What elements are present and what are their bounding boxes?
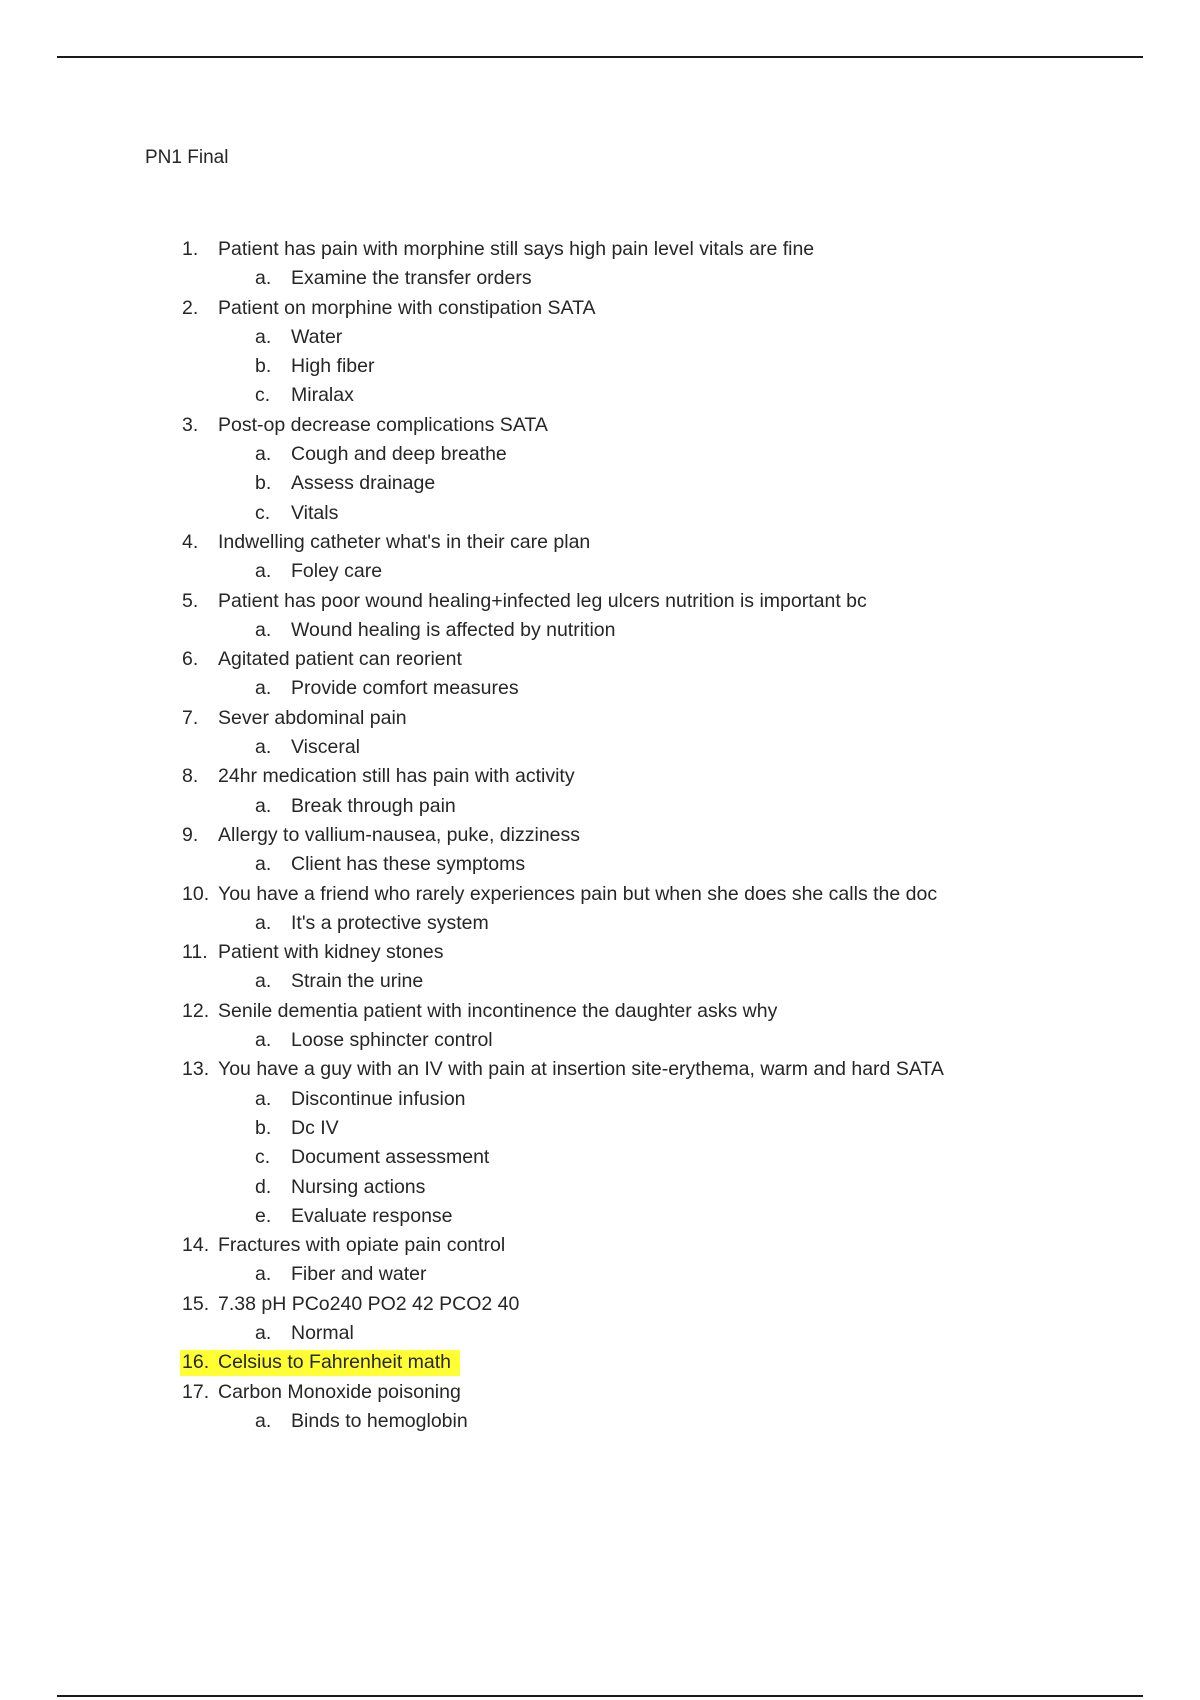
question-item	[0, 704, 1200, 763]
answer-letter: a.	[255, 1409, 272, 1432]
answer-text: Miralax	[291, 384, 354, 407]
answer-text: Binds to hemoglobin	[291, 1409, 468, 1432]
question-line	[0, 528, 1200, 557]
answer-text: Cough and deep breathe	[291, 443, 507, 466]
question-number: 12.	[182, 999, 210, 1022]
question-number: 2.	[182, 296, 199, 319]
answer-text: Wound healing is affected by nutrition	[291, 618, 616, 641]
answer-text: Document assessment	[291, 1146, 490, 1169]
answer-text: Evaluate response	[291, 1204, 453, 1227]
question-line	[0, 294, 1200, 323]
answer-item	[0, 1085, 1200, 1114]
answer-item	[0, 792, 1200, 821]
answer-list	[0, 850, 1200, 879]
answer-item	[0, 1202, 1200, 1231]
answer-text: Foley care	[291, 560, 383, 583]
question-line	[0, 1290, 1200, 1319]
answer-text: Vitals	[291, 501, 339, 524]
question-number: 4.	[182, 530, 199, 553]
question-line	[0, 821, 1200, 850]
answer-item	[0, 323, 1200, 352]
answer-text: Fiber and water	[291, 1263, 427, 1286]
document-title: PN1 Final	[145, 147, 229, 168]
question-line	[0, 235, 1200, 264]
answer-list	[0, 440, 1200, 528]
question-text: 24hr medication still has pain with activity	[218, 765, 575, 788]
answer-letter: a.	[255, 618, 272, 641]
answer-list	[0, 909, 1200, 938]
answer-text: Examine the transfer orders	[291, 267, 532, 290]
question-line	[0, 938, 1200, 967]
answer-text: Normal	[291, 1321, 354, 1344]
answer-letter: b.	[255, 472, 272, 495]
answer-letter: a.	[255, 794, 272, 817]
answer-letter: b.	[255, 1116, 272, 1139]
question-item	[0, 587, 1200, 646]
question-text: Fractures with opiate pain control	[218, 1234, 506, 1257]
answer-list	[0, 674, 1200, 703]
answer-text: Client has these symptoms	[291, 853, 526, 876]
answer-text: Visceral	[291, 736, 361, 759]
question-item	[0, 645, 1200, 704]
question-number: 3.	[182, 413, 199, 436]
question-text: Patient has poor wound healing+infected leg ulcers nutrition is important bc	[218, 589, 867, 612]
question-item	[0, 294, 1200, 411]
answer-letter: a.	[255, 325, 272, 348]
answer-item	[0, 440, 1200, 469]
question-text: Indwelling catheter what's in their care plan	[218, 530, 591, 553]
answer-item	[0, 967, 1200, 996]
answer-list	[0, 264, 1200, 293]
question-text: Sever abdominal pain	[218, 706, 407, 729]
answer-item	[0, 1143, 1200, 1172]
answer-item	[0, 733, 1200, 762]
question-item	[0, 1290, 1200, 1349]
question-line	[0, 704, 1200, 733]
question-text: You have a guy with an IV with pain at insertion site-erythema, warm and hard SATA	[218, 1058, 944, 1081]
answer-list	[0, 1407, 1200, 1436]
answer-item	[0, 1319, 1200, 1348]
question-number: 5.	[182, 589, 199, 612]
answer-list	[0, 1260, 1200, 1289]
answer-list	[0, 1085, 1200, 1231]
answer-item	[0, 1173, 1200, 1202]
answer-text: Break through pain	[291, 794, 456, 817]
answer-text: Water	[291, 325, 343, 348]
header-rule	[57, 56, 1143, 58]
answer-item	[0, 469, 1200, 498]
question-text: Patient with kidney stones	[218, 941, 444, 964]
question-list	[0, 235, 1200, 1436]
question-line	[0, 645, 1200, 674]
answer-letter: a.	[255, 1263, 272, 1286]
answer-letter: a.	[255, 560, 272, 583]
answer-list	[0, 616, 1200, 645]
question-number: 9.	[182, 823, 199, 846]
answer-list	[0, 733, 1200, 762]
question-number: 6.	[182, 648, 199, 671]
answer-item	[0, 674, 1200, 703]
answer-text: Loose sphincter control	[291, 1029, 493, 1052]
answer-list	[0, 1319, 1200, 1348]
answer-letter: a.	[255, 911, 272, 934]
question-text: Agitated patient can reorient	[218, 648, 462, 671]
question-line	[0, 411, 1200, 440]
question-text: Patient on morphine with constipation SATA	[218, 296, 596, 319]
question-line	[0, 1231, 1200, 1260]
question-text: 7.38 pH PCo240 PO2 42 PCO2 40	[218, 1292, 520, 1315]
answer-item	[0, 1114, 1200, 1143]
answer-item	[0, 264, 1200, 293]
question-number: 10.	[182, 882, 210, 905]
question-line	[0, 587, 1200, 616]
answer-list	[0, 792, 1200, 821]
question-item	[0, 528, 1200, 587]
question-text: You have a friend who rarely experiences pain but when she does she calls the doc	[218, 882, 938, 905]
question-item	[0, 997, 1200, 1056]
answer-letter: a.	[255, 677, 272, 700]
answer-letter: a.	[255, 736, 272, 759]
answer-letter: a.	[255, 443, 272, 466]
question-text: Post-op decrease complications SATA	[218, 413, 548, 436]
answer-item	[0, 557, 1200, 586]
answer-letter: a.	[255, 1029, 272, 1052]
answer-text: High fiber	[291, 355, 375, 378]
question-number: 8.	[182, 765, 199, 788]
answer-letter: d.	[255, 1175, 272, 1198]
question-line	[0, 1348, 1200, 1377]
answer-text: Strain the urine	[291, 970, 424, 993]
question-line	[0, 880, 1200, 909]
question-item	[0, 762, 1200, 821]
question-number: 17.	[182, 1380, 210, 1403]
answer-text: Assess drainage	[291, 472, 436, 495]
answer-item	[0, 909, 1200, 938]
answer-letter: b.	[255, 355, 272, 378]
question-item	[0, 1055, 1200, 1231]
question-line	[0, 762, 1200, 791]
question-item	[0, 880, 1200, 939]
question-item	[0, 821, 1200, 880]
answer-letter: e.	[255, 1204, 272, 1227]
question-number: 11.	[182, 941, 208, 964]
question-item	[0, 1348, 1200, 1377]
question-item	[0, 938, 1200, 997]
question-number: 16.	[182, 1351, 210, 1374]
question-item	[0, 1378, 1200, 1437]
answer-text: Discontinue infusion	[291, 1087, 466, 1110]
answer-text: Nursing actions	[291, 1175, 426, 1198]
question-line	[0, 1055, 1200, 1084]
answer-item	[0, 1407, 1200, 1436]
question-text: Celsius to Fahrenheit math	[218, 1351, 452, 1374]
answer-letter: a.	[255, 1321, 272, 1344]
answer-list	[0, 323, 1200, 411]
footer-rule	[57, 1695, 1143, 1697]
answer-text: It's a protective system	[291, 911, 489, 934]
answer-list	[0, 1026, 1200, 1055]
answer-item	[0, 616, 1200, 645]
question-text: Carbon Monoxide poisoning	[218, 1380, 461, 1403]
question-number: 13.	[182, 1058, 210, 1081]
question-text: Senile dementia patient with incontinence the daughter asks why	[218, 999, 778, 1022]
answer-item	[0, 1026, 1200, 1055]
question-number: 15.	[182, 1292, 210, 1315]
answer-letter: a.	[255, 267, 272, 290]
answer-text: Dc IV	[291, 1116, 339, 1139]
answer-letter: a.	[255, 853, 272, 876]
answer-list	[0, 557, 1200, 586]
answer-item	[0, 1260, 1200, 1289]
question-item	[0, 411, 1200, 528]
question-number: 14.	[182, 1234, 210, 1257]
question-item	[0, 235, 1200, 294]
answer-list	[0, 967, 1200, 996]
answer-letter: c.	[255, 384, 271, 407]
answer-letter: c.	[255, 1146, 271, 1169]
question-text: Allergy to vallium-nausea, puke, dizziness	[218, 823, 581, 846]
question-line	[0, 1378, 1200, 1407]
answer-item	[0, 850, 1200, 879]
answer-letter: a.	[255, 970, 272, 993]
question-number: 1.	[182, 238, 199, 260]
question-line	[0, 997, 1200, 1026]
answer-item	[0, 499, 1200, 528]
question-item	[0, 1231, 1200, 1290]
answer-item	[0, 381, 1200, 410]
answer-letter: c.	[255, 501, 271, 524]
answer-item	[0, 352, 1200, 381]
question-number: 7.	[182, 706, 199, 729]
answer-letter: a.	[255, 1087, 272, 1110]
answer-text: Provide comfort measures	[291, 677, 519, 700]
question-text: Patient has pain with morphine still says high pain level vitals are fine	[218, 238, 815, 260]
